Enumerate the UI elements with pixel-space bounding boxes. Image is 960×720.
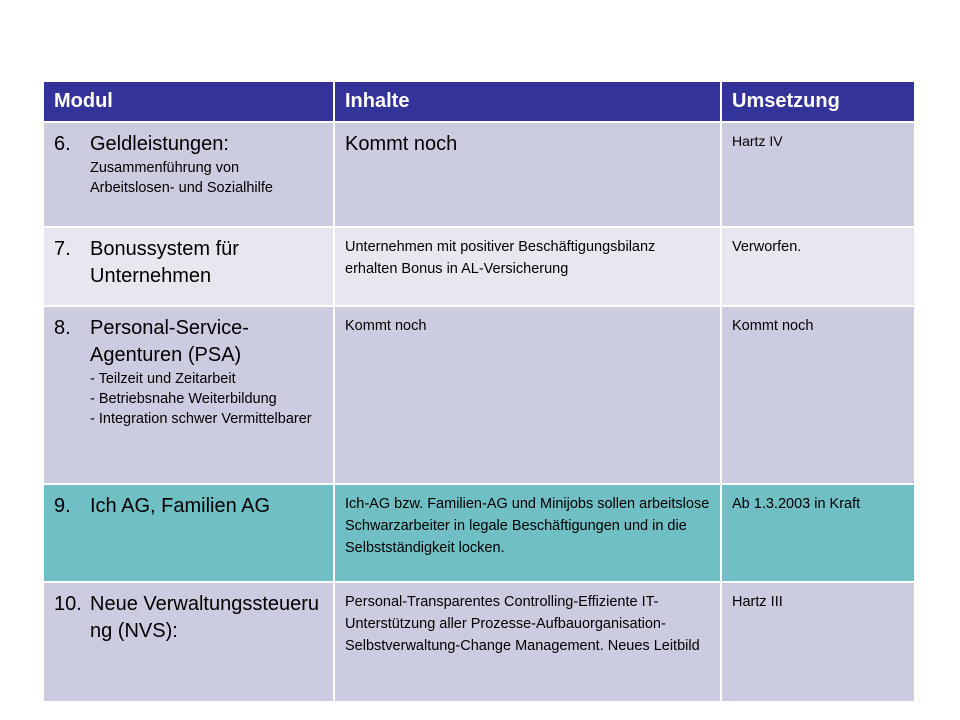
header-inhalte: Inhalte: [334, 82, 721, 122]
umsetzung-cell: Hartz III: [721, 582, 915, 702]
umsetzung-cell: Hartz IV: [721, 122, 915, 227]
module-subtitle: - Integration schwer Vermittelbarer: [90, 411, 312, 427]
module-number: 9.: [54, 495, 71, 517]
module-subtitle: Zusammenführung von Arbeitslosen- und Sozialhilfe: [90, 160, 273, 196]
module-subtitle: - Betriebsnahe Weiterbildung: [90, 391, 277, 407]
umsetzung-cell: Verworfen.: [721, 227, 915, 306]
module-title: Geldleistungen:: [90, 133, 229, 155]
module-number: 10.: [54, 593, 82, 615]
inhalte-cell: Unternehmen mit positiver Beschäftigungsbilanz erhalten Bonus in AL-Versicherung: [334, 227, 721, 306]
inhalte-cell: Ich-AG bzw. Familien-AG und Minijobs sollen arbeitslose Schwarzarbeiter in legale Beschäftigungen und in die Selbstständigkeit locken.: [334, 484, 721, 582]
header-modul: Modul: [44, 82, 334, 122]
module-number: 7.: [54, 238, 71, 260]
module-title: Ich AG, Familien AG: [90, 495, 271, 517]
header-umsetzung: Umsetzung: [721, 82, 915, 122]
modul-cell: [44, 306, 334, 484]
table-header-row: [44, 82, 915, 122]
inhalte-cell: Kommt noch: [334, 122, 721, 227]
modul-cell: [44, 484, 334, 582]
table-row-7: [44, 227, 915, 306]
modul-cell: [44, 122, 334, 227]
module-subtitle: - Teilzeit und Zeitarbeit: [90, 371, 236, 387]
inhalte-cell: Personal-Transparentes Controlling-Effiziente IT-Unterstützung aller Prozesse-Aufbauorganisation-Selbstverwaltung-Change Management. Neues Leitbild: [334, 582, 721, 702]
table-row-6: [44, 122, 915, 227]
inhalte-cell: Kommt noch: [334, 306, 721, 484]
table-row-8: [44, 306, 915, 484]
modul-cell: [44, 582, 334, 702]
modules-table: [44, 82, 916, 703]
module-number: 8.: [54, 317, 71, 339]
module-title: Neue Verwaltungssteuerung (NVS):: [90, 593, 320, 642]
table-row-9: [44, 484, 915, 582]
table-row-10: [44, 582, 915, 702]
modul-cell: [44, 227, 334, 306]
module-number: 6.: [54, 133, 71, 155]
module-title: Bonussystem für Unternehmen: [90, 238, 239, 287]
module-title: Personal-Service-Agenturen (PSA): [90, 317, 249, 366]
umsetzung-cell: Kommt noch: [721, 306, 915, 484]
umsetzung-cell: Ab 1.3.2003 in Kraft: [721, 484, 915, 582]
